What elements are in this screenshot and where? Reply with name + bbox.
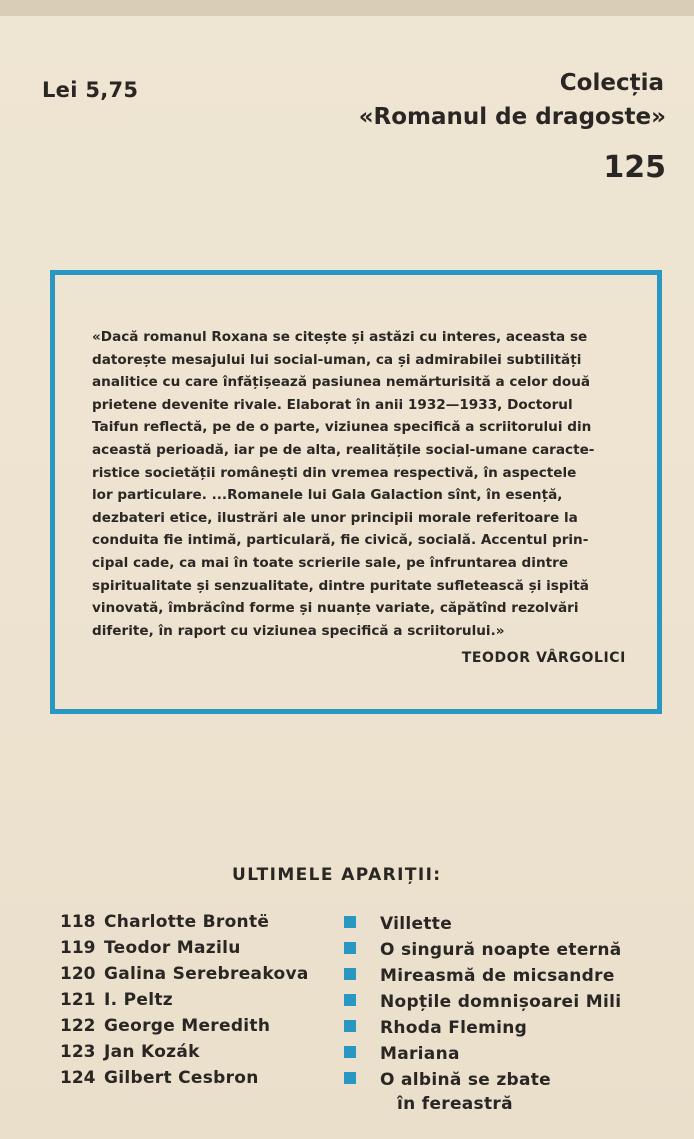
quote-line: diferite, în raport cu viziunea specifică a scriitorului.» (92, 622, 505, 639)
book-title-line: Mireasmă de micsandre (380, 966, 615, 986)
book-title (380, 1068, 551, 1116)
square-bullet-icon (344, 1046, 356, 1058)
quote-line: spiritualitate și senzualitate, dintre puritate sufletească și ispită (92, 577, 589, 594)
cover-top-edge (0, 0, 694, 16)
square-bullet-icon (344, 1020, 356, 1032)
book-title-line: Rhoda Fleming (380, 1018, 528, 1038)
book-title (380, 938, 622, 962)
quote-author: TEODOR VÂRGOLICI (461, 650, 626, 666)
book-title-line: Mariana (380, 1044, 460, 1064)
book-title (380, 1016, 527, 1040)
book-list-item (60, 1042, 680, 1068)
price-label: Lei 5,75 (42, 78, 139, 102)
latest-releases-title: ULTIMELE APARIȚII: (232, 865, 442, 885)
square-bullet-icon (344, 1072, 356, 1084)
book-title-line: O albină se zbate (380, 1070, 552, 1090)
square-bullet-icon (344, 968, 356, 980)
quote-text (92, 326, 624, 642)
book-author: I. Peltz (104, 990, 173, 1010)
book-number: 124 (60, 1068, 96, 1088)
book-number: 123 (60, 1042, 96, 1062)
book-list-item (60, 990, 680, 1016)
quote-line: vinovată, îmbrăcînd forme și nuanțe variate, căpătînd rezolvări (92, 600, 579, 617)
book-number: 119 (60, 938, 96, 958)
quote-line: analitice cu care înfățișează pasiunea nemărturisită a celor două (92, 374, 591, 391)
book-title (380, 964, 615, 988)
book-author: George Meredith (104, 1016, 271, 1036)
book-author: Galina Serebreakova (104, 964, 309, 984)
book-author: Charlotte Brontë (104, 912, 270, 932)
book-title-line: în fereastră (397, 1094, 513, 1114)
book-list-item (60, 1068, 680, 1114)
quote-line: cipal cade, ca mai în toate scrierile sale, pe înfruntarea dintre (92, 554, 569, 571)
book-list-item (60, 912, 680, 938)
book-number: 121 (60, 990, 96, 1010)
quote-line: lor particulare. ...Romanele lui Gala Galaction sînt, în esență, (92, 487, 563, 504)
book-number: 122 (60, 1016, 96, 1036)
book-author: Jan Kozák (104, 1042, 200, 1062)
square-bullet-icon (344, 916, 356, 928)
book-title-line: Villette (380, 914, 453, 934)
book-title (380, 990, 621, 1014)
quote-line: prietene devenite rivale. Elaborat în anii 1932—1933, Doctorul (92, 396, 573, 413)
quote-line: conduita fie intimă, particulară, fie civică, socială. Accentul prin- (92, 532, 589, 549)
collection-name: «Romanul de dragoste» (358, 104, 666, 130)
book-title (380, 912, 452, 936)
book-list-item (60, 1016, 680, 1042)
quote-line: datorește mesajului lui social-uman, ca și admirabilei subtilități (92, 351, 582, 368)
square-bullet-icon (344, 942, 356, 954)
quote-line: «Dacă romanul Roxana se citește și astăzi cu interes, aceasta se (92, 329, 588, 345)
book-title (380, 1042, 460, 1066)
collection-label: Colecția (559, 70, 664, 96)
quote-line: dezbateri etice, ilustrări ale unor principii morale referitoare la (92, 509, 578, 526)
square-bullet-icon (344, 994, 356, 1006)
book-number: 118 (60, 912, 96, 932)
book-list-item (60, 964, 680, 990)
book-author: Teodor Mazilu (104, 938, 241, 958)
book-author: Gilbert Cesbron (104, 1068, 259, 1088)
volume-number: 125 (603, 150, 666, 185)
book-number: 120 (60, 964, 96, 984)
book-title-line: O singură noapte eternă (380, 940, 622, 960)
book-list-item (60, 938, 680, 964)
quote-line: Taifun reflectă, pe de o parte, viziunea specifică a scriitorului din (92, 419, 592, 436)
quote-line: această perioadă, iar pe de alta, realitățile social-umane caracte- (92, 441, 595, 458)
quote-line: ristice societății românești din vremea respectivă, în aspectele (92, 464, 577, 481)
book-title-line: Nopțile domnișoarei Mili (380, 992, 622, 1012)
